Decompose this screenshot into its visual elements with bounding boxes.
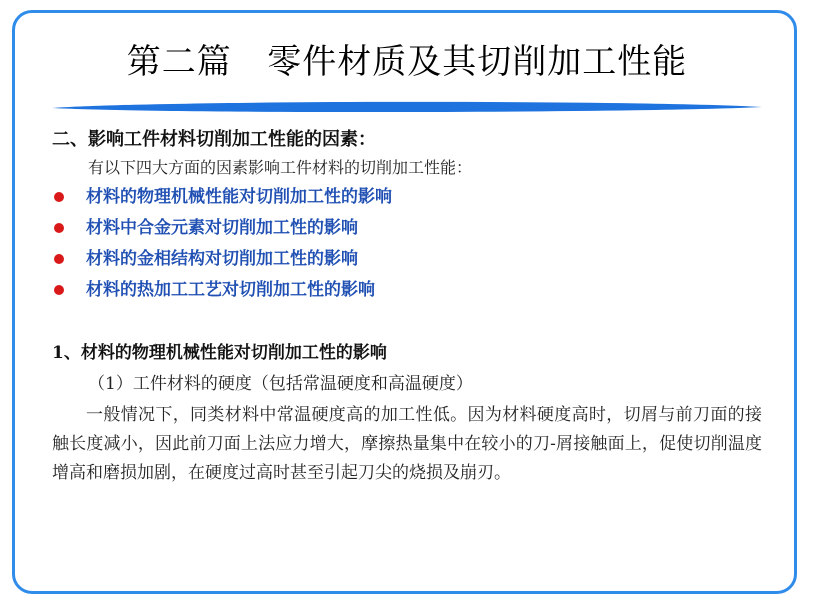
factor-bullet-item: [52, 246, 392, 277]
factor-bullet-text: 材料的金相结构对切削加工性的影响: [86, 249, 358, 269]
red-bullet-icon: [54, 223, 64, 233]
sub-item-hardness: （1）工件材料的硬度（包括常温硬度和高温硬度）: [88, 374, 473, 394]
factor-bullet-list: [52, 184, 392, 308]
hardness-paragraph: 一般情况下，同类材料中常温硬度高的加工性低。因为材料硬度高时，切屑与前刀面的接触长度减小，因此前刀面上法应力增大，摩擦热量集中在较小的刀-屑接触面上，促使切削温度增高和磨损加剧，在硬度过高时甚至引起刀尖的烧损及崩刃。: [52, 405, 762, 483]
factor-bullet-item: [52, 184, 392, 215]
red-bullet-icon: [54, 192, 64, 202]
slide-title: 第二篇 零件材质及其切削加工性能: [126, 42, 688, 82]
title-underline: [52, 99, 762, 115]
factor-bullet-text: 材料的热加工工艺对切削加工性的影响: [86, 280, 375, 300]
section-heading: 二、影响工件材料切削加工性能的因素：: [52, 129, 376, 150]
red-bullet-icon: [54, 254, 64, 264]
intro-text: 有以下四大方面的因素影响工件材料的切削加工性能：: [88, 158, 473, 177]
red-bullet-icon: [54, 285, 64, 295]
sub-heading: 1、材料的物理机械性能对切削加工性的影响: [52, 343, 387, 363]
factor-bullet-text: 材料的物理机械性能对切削加工性的影响: [86, 187, 392, 207]
factor-bullet-text: 材料中合金元素对切削加工性的影响: [86, 218, 358, 238]
factor-bullet-item: [52, 277, 392, 308]
factor-bullet-item: [52, 215, 392, 246]
